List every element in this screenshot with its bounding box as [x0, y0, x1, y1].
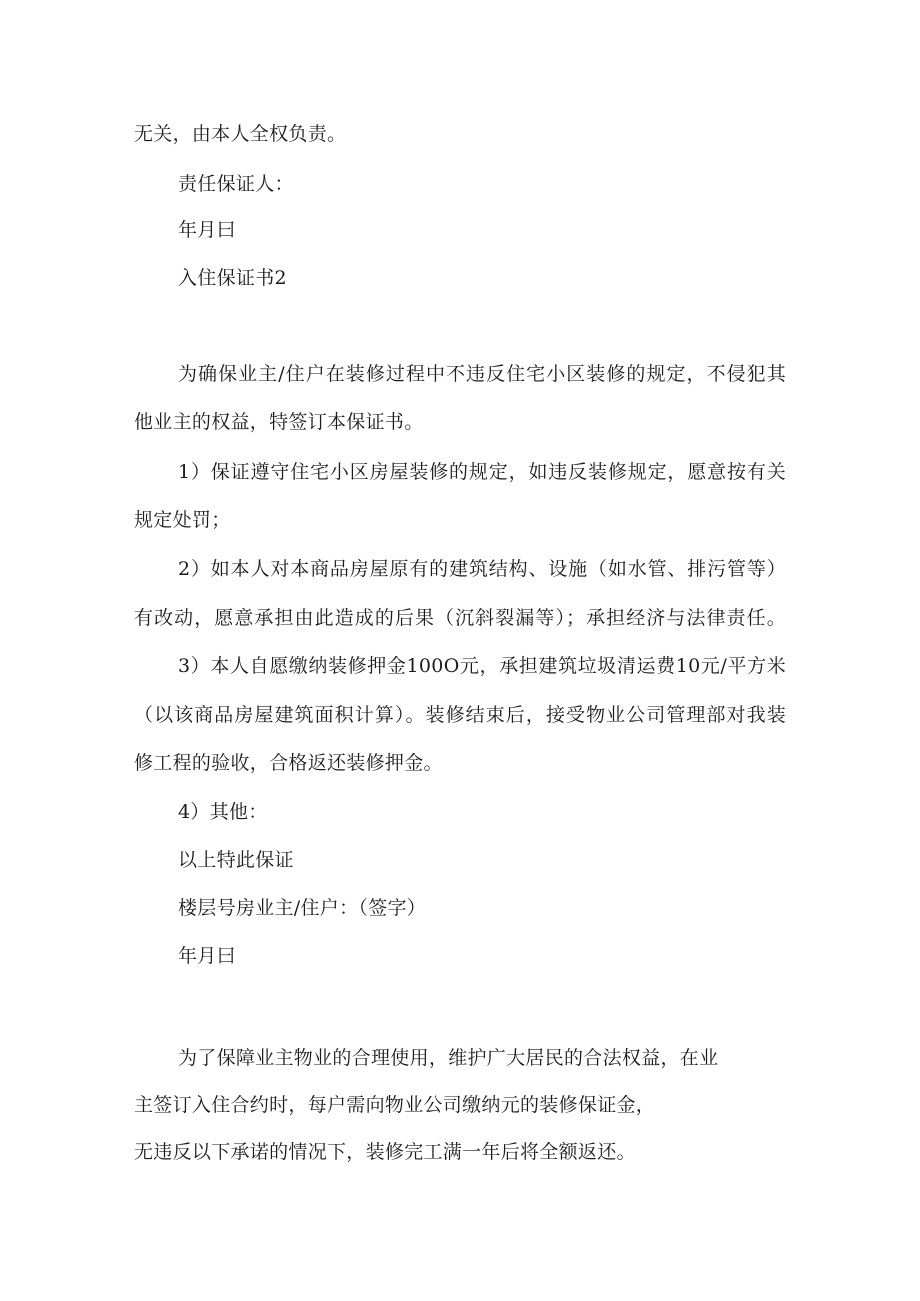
clause-1-line-2: 规定处罚； — [134, 509, 231, 531]
paragraph-deposit-line-2: 主签订入住合约时，每户需向物业公司缴纳元的装修保证金， — [134, 1094, 656, 1116]
clause-2-line-1: 2）如本人对本商品房屋原有的建筑结构、设施（如水管、排污管等） — [178, 558, 786, 580]
paragraph-intro-line-2: 他业主的权益，特签订本保证书。 — [134, 411, 424, 433]
date-line-1: 年月曰 — [178, 219, 236, 241]
signature-line: 楼层号房业主/住户：（签字） — [178, 897, 427, 919]
guarantor-label: 责任保证人： — [178, 173, 294, 195]
clause-4: 4）其他： — [178, 801, 268, 823]
clause-3-line-1: 3）本人自愿缴纳装修押金100O元，承担建筑垃圾清运费10元/平方米 — [178, 655, 786, 677]
text-line-1: 无关，由本人全权负责。 — [134, 123, 347, 145]
closing-statement: 以上特此保证 — [178, 849, 294, 871]
section-title: 入住保证书2 — [178, 267, 287, 289]
clause-1-line-1: 1）保证遵守住宅小区房屋装修的规定，如违反装修规定，愿意按有关 — [178, 461, 786, 483]
date-line-2: 年月曰 — [178, 945, 236, 967]
clause-3-line-2: （以该商品房屋建筑面积计算）。装修结束后，接受物业公司管理部对我装 — [134, 704, 786, 726]
paragraph-deposit-line-3: 无违反以下承诺的情况下，装修完工满一年后将全额返还。 — [134, 1141, 636, 1163]
clause-3-line-3: 修工程的验收，合格返还装修押金。 — [134, 752, 443, 774]
paragraph-intro-line-1: 为确保业主/住户在装修过程中不违反住宅小区装修的规定，不侵犯其 — [178, 363, 786, 385]
clause-2-line-2: 有改动，愿意承担由此造成的后果（沉斜裂漏等）；承担经济与法律责任。 — [134, 607, 786, 629]
paragraph-deposit-line-1: 为了保障业主物业的合理使用，维护广大居民的合法权益，在业 — [178, 1047, 719, 1069]
